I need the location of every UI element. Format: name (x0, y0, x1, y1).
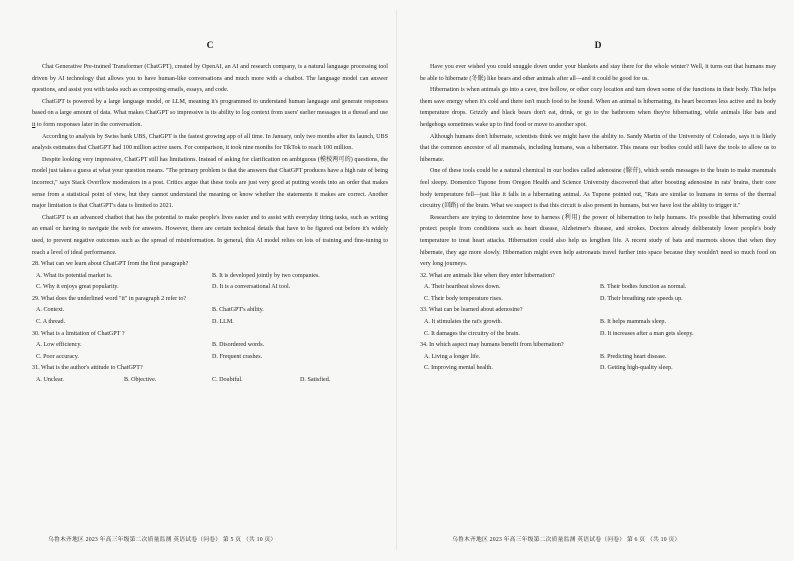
option-33-c: C. It damages the circuitry of the brain. (424, 330, 520, 337)
option-28-c: C. Why it enjoys great popularity. (36, 284, 119, 291)
option-34-b: B. Predicting heart disease. (600, 353, 667, 360)
option-28-d: D. It is a conversational AI tool. (212, 284, 291, 291)
passage-c-paragraph-1: Chat Generative Pre-trained Transformer (ChatGPT), created by OpenAI, an AI and research company, is a natural language processing tool driven by AI technology that allows you to have human-like conversations and much more with a chatbot. The language model can answer questions, and assist you with tasks such as composing emails, essays, and code. (32, 64, 388, 94)
option-33-d: D. It increases after a man gets sleepy. (600, 330, 694, 337)
option-31-a: A. Unclear. (36, 377, 64, 384)
question-33-options (420, 317, 776, 340)
question-32: 32. What are animals like when they enter hibernation? (420, 272, 555, 279)
question-29-options (32, 305, 388, 328)
passage-d-heading: D (594, 41, 602, 51)
option-32-a: A. Their heartbeat slows down. (424, 284, 501, 291)
option-30-b: B. Disordered words. (212, 342, 265, 349)
passage-c-paragraph-3: According to analysis by Swiss bank UBS, ChatGPT is the fastest growing app of all time. In January, only two months after its launch, UBS analysis estimates that ChatGPT had 100 million active users. For comparison, it took nine months for TikTok to reach 100 million. (32, 133, 388, 152)
option-33-b: B. It helps mammals sleep. (600, 319, 667, 326)
underlined-word-it: it (32, 121, 36, 128)
option-31-c: C. Doubtful. (212, 377, 243, 384)
page-footer-right: 乌鲁木齐地区 2023 年高三年级第二次质量监测 英语试卷（问卷） 第 6 页 （共 10 页） (452, 537, 681, 543)
passage-d-paragraph-4: One of these tools could be a natural chemical in our bodies called adenosine (腺苷), which sends messages to the brain to make mammals feel sleepy. Domenico Tupone from Oregon Health and Science University discovered that after boosting adenosine in rats' brains, their core body temperature fell—just like it falls in a hibernating animal. As Tupone pointed out, "Rats are similar to humans in terms of the thermal circuitry (回路) of the brain. What we suspect is that this circuit is also present in humans, but we have lost the ability to trigger it." (420, 168, 776, 210)
passage-c-column (32, 0, 388, 561)
option-32-d: D. Their breathing rate speeds up. (600, 295, 683, 302)
p2-text-b: to form responses later in the conversation. (35, 121, 143, 128)
option-31-b: B. Objective. (124, 377, 157, 384)
option-32-b: B. Their bodies function as normal. (600, 284, 687, 291)
option-29-c: C. A thread. (36, 319, 66, 326)
passage-c-paragraph-2 (32, 97, 388, 132)
option-30-d: D. Frequent crashes. (212, 353, 263, 360)
page-footer-left: 乌鲁木齐地区 2023 年高三年级第二次质量监测 英语试卷（问卷） 第 5 页 （共 10 页） (48, 537, 277, 543)
option-30-a: A. Low efficiency. (36, 342, 82, 349)
question-32-options (420, 282, 776, 305)
passage-c-paragraph-4: Despite looking very impressive, ChatGPT still has limitations. Instead of asking for clarification on ambiguous (模棱两可的) questions, the model just takes a guess at what your question means. "The primary problem is that the answers that ChatGPT produces have a high rate of being incorrect," says Stack Overflow moderators in a post. Critics argue that these tools are just very good at putting words into an order that makes sense from a statistical point of view, but they cannot understand the meaning or know whether the statements it makes are correct. Another major limitation is that ChatGPT's data is limited to 2021. (32, 156, 388, 210)
option-30-c: C. Poor accuracy. (36, 353, 79, 360)
question-33: 33. What can be learned about adenosine? (420, 307, 523, 314)
question-28: 28. What can we learn about ChatGPT from the first paragraph? (32, 261, 189, 268)
question-30-options (32, 340, 388, 363)
question-34-options (420, 352, 776, 375)
question-34: 34. In which aspect may humans benefit from hibernation? (420, 342, 564, 349)
passage-c-heading: C (206, 41, 214, 51)
page-fold (396, 10, 397, 550)
passage-d-paragraph-5: Researchers are trying to determine how to harness (利用) the power of hibernation to help humans. It's possible that hibernating could protect people from conditions such as heart disease, Alzheimer's disease, and strokes. Doctors already deliberately lower people's body temperature to treat heart attacks. Hibernation could also help us lengthen life. A recent study of bats and marmots shows that when they hibernate, they age more slowly. Hibernation might even help astronauts travel further into space because they wouldn't need so much food on very long journeys. (420, 214, 776, 268)
question-30: 30. What is a limitation of ChatGPT ? (32, 330, 125, 337)
passage-d-paragraph-2: Hibernation is when animals go into a cave, tree hollow, or other cozy location and turn down some of the functions in their body. This helps them save energy when it's cold and there isn't much food to be found. When an animal is hibernating, its heart becomes less active and its body temperature drops. Grizzly and black bears don't eat, drink, or go to the bathroom when they're hibernating, while animals like bats and hedgehogs sometimes wake up to find food or move to another spot. (420, 87, 776, 128)
option-28-a: A. What its potential market is. (36, 272, 113, 279)
option-28-b: B. It is developed jointly by two companies. (212, 272, 320, 279)
option-29-a: A. Context. (36, 307, 65, 314)
passage-d-paragraph-3: Although humans don't hibernate, scientists think we might have the ability to. Sandy Martin of the University of Colorado, says it is likely that the common ancestor of all mammals, including humans, was a hibernator. This means our bodies could still have the tools to allow us to hibernate. (420, 133, 776, 163)
option-29-d: D. LLM. (212, 319, 234, 326)
option-34-a: A. Living a longer life. (424, 353, 481, 360)
passage-c-paragraph-5: ChatGPT is an advanced chatbot that has the potential to make people's lives easier and to assist with everyday tiring tasks, such as writing an email or having to navigate the web for answers. However, there are certain technical details that have to be figured out before it's widely used, to prevent negative outcomes such as the spread of misinformation. In general, this AI model relies on lots of training and fine-tuning to reach a level of ideal performance. (32, 214, 388, 256)
question-31-options (32, 375, 388, 387)
passage-d-paragraph-1: Have you ever wished you could snuggle down under your blankets and stay there for the whole winter? Well, it turns out that humans may be able to hibernate (冬眠) like bears and other animals after all—and it could be good for us. (420, 64, 776, 82)
p2-text-a: ChatGPT is powered by a large language model, or LLM, meaning it's programmed to understand human language and generate responses based on a large amount of data. What makes ChatGPT so impressive is its ability to log context from users' earlier messages in a thread and use (32, 98, 388, 117)
question-28-options (32, 271, 388, 294)
option-34-d: D. Getting high-quality sleep. (600, 365, 673, 372)
option-33-a: A. It stimulates the rat's growth. (424, 319, 503, 326)
passage-d-column (420, 0, 776, 561)
option-29-b: B. ChatGPT's ability. (212, 307, 264, 314)
question-31: 31. What is the author's attitude to ChatGPT? (32, 365, 143, 372)
question-29: 29. What does the underlined word "it" in paragraph 2 refer to? (32, 295, 187, 302)
option-32-c: C. Their body temperature rises. (424, 295, 503, 302)
option-31-d: D. Satisfied. (300, 377, 331, 384)
option-34-c: C. Improving mental health. (424, 365, 493, 372)
